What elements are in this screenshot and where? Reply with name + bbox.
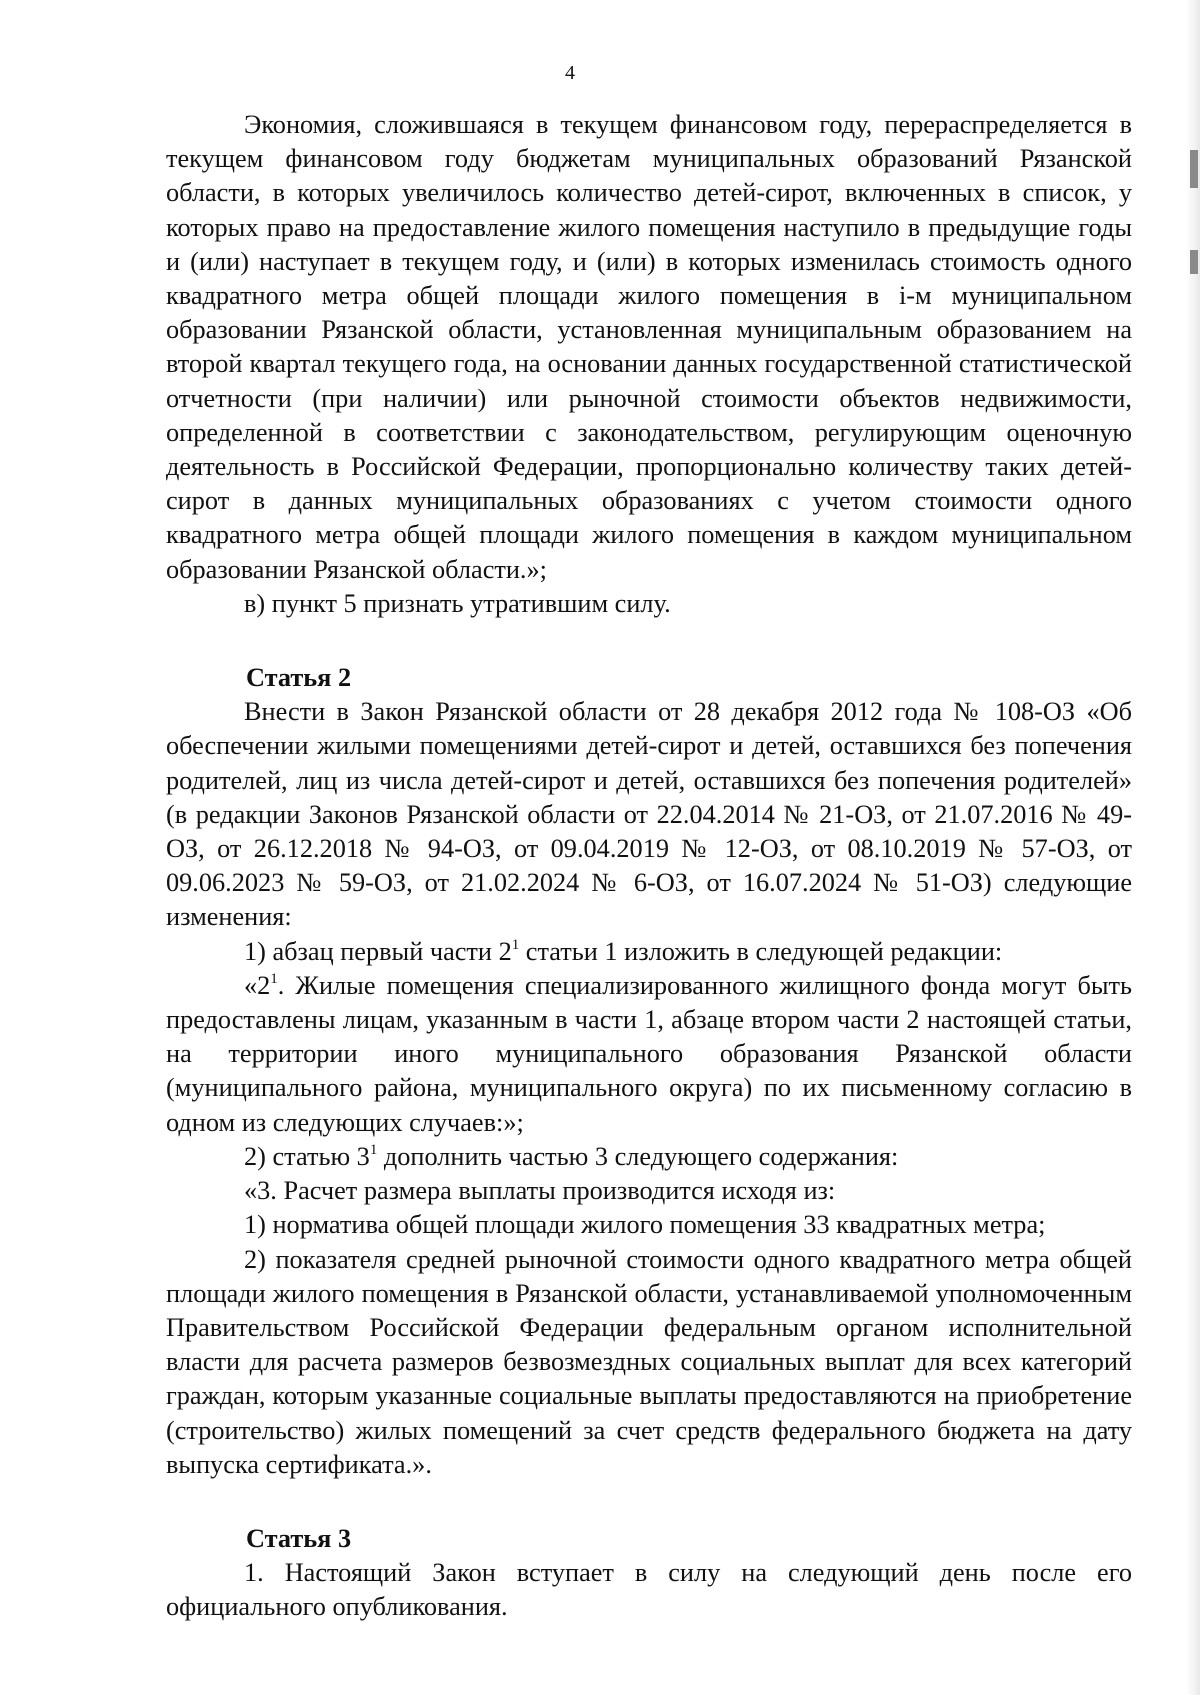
article-2-item-2-part-3: «3. Расчет размера выплаты производится исходя из: (244, 1176, 836, 1206)
article-2-item-2-sub-1: 1) норматива общей площади жилого помещения 33 квадратных метра; (244, 1210, 1046, 1240)
article-2-item-2: 2) статью $3^1$ дополнить частью 3 следующего содержания: (244, 1141, 899, 1171)
article-2-heading: Статья 2 (246, 663, 352, 693)
article-3-text: 1. Настоящий Закон вступает в силу на следующий день после его официального опубликования. (166, 1558, 1132, 1622)
scan-mark (1190, 150, 1198, 188)
paragraph-savings: Экономия, сложившаяся в текущем финансовом году, перераспределяется в текущем финансовом году бюджетам муниципальных образований Рязанской области, в которых увеличилось количество детей-сирот, включенных в список, у которых право на предоставление жилого помещения наступило в предыдущие годы и (или) наступает в текущем году, и (или) в которых изменилась стоимость одного квадратного метра общей площади жилого помещения в i-м муниципальном образовании Рязанской области, установленная муниципальным образованием на второй квартал текущего года, на основании данных государственной статистической отчетности (при наличии) или рыночной стоимости объектов недвижимости, определенной в соответствии с законодательством, регулирующим оценочную деятельность в Российской Федерации, пропорционально количеству таких детей-сирот в данных муниципальных образованиях с учетом стоимости одного квадратного метра общей площади жилого помещения в каждом муниципальном образовании Рязанской области.»; (166, 110, 1132, 584)
paragraph-item-v: в) пункт 5 признать утратившим силу. (244, 588, 671, 618)
article-2-intro: Внести в Закон Рязанской области от 28 декабря 2012 года № 108-ОЗ «Об обеспечении жилыми помещениями детей-сирот и детей, оставшихся без попечения родителей, лиц из числа детей-сирот и детей, оставшихся без попечения родителей» (в редакции Законов Рязанской области от 22.04.2014 № 21-ОЗ, от 21.07.2016 № 49-ОЗ, от 26.12.2018 № 94-ОЗ, от 09.04.2019 № 12-ОЗ, от 08.10.2019 № 57-ОЗ, от 09.06.2023 № 59-ОЗ, от 21.02.2024 № 6-ОЗ, от 16.07.2024 № 51-ОЗ) следующие изменения: (166, 697, 1132, 932)
page-number: 4 (565, 62, 575, 84)
article-3-heading: Статья 3 (246, 1523, 352, 1553)
article-2-item-1-text: «$2^1$. Жилые помещения специализированного жилищного фонда могут быть предоставлены лицам, указанным в части 1, абзаце втором части 2 настоящей статьи, на территории иного муниципального образования Рязанской области (муниципального района, муниципального округа) по их письменному согласию в одном из следующих случаев:»; (166, 970, 1132, 1137)
scan-mark (1190, 250, 1198, 274)
article-2-item-1: 1) абзац первый части $2^1$ статьи 1 изложить в следующей редакции: (244, 936, 1003, 966)
article-2-item-2-sub-2: 2) показателя средней рыночной стоимости одного квадратного метра общей площади жилого помещения в Рязанской области, устанавливаемой уполномоченным Правительством Российской Федерации федеральным органом исполнительной власти для расчета размеров безвозмездных социальных выплат для всех категорий граждан, которым указанные социальные выплаты предоставляются на приобретение (строительство) жилых помещений за счет средств федерального бюджета на дату выпуска сертификата.». (166, 1244, 1132, 1479)
document-body (166, 108, 1132, 1625)
